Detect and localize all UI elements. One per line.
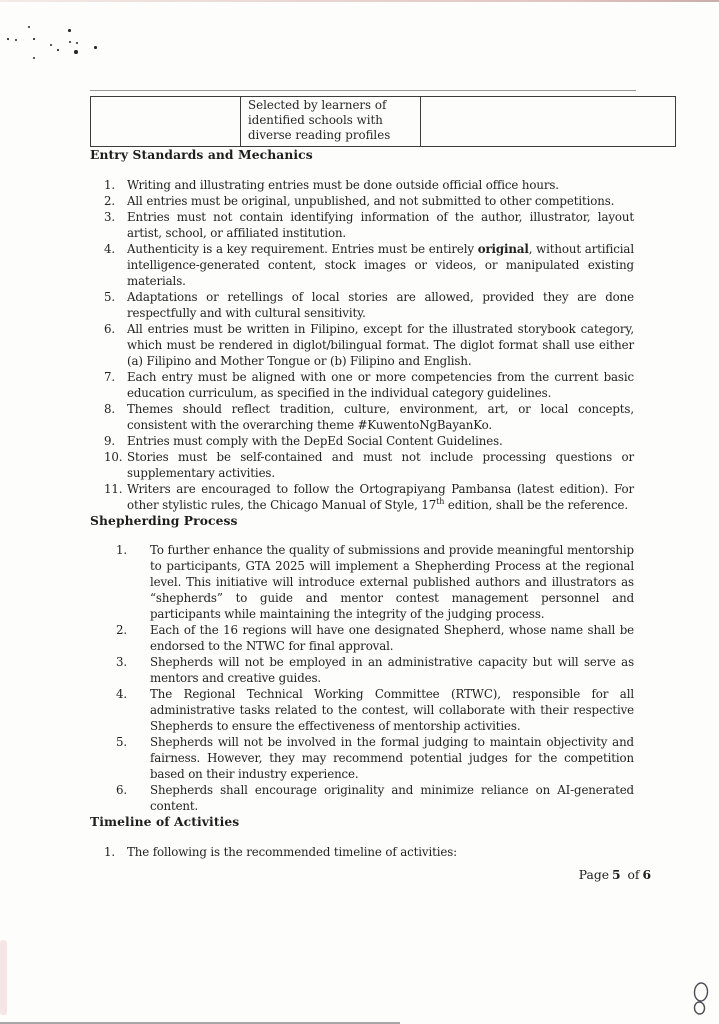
criteria-table-fragment [90, 96, 676, 147]
list-item-text: All entries must be written in Filipino, except for the illustrated storybook category, which must be rendered in diglot/bilingual format. The diglot format shall use either (a) Filipino and Mother Tongue or (b) Filipino and English. [127, 322, 634, 368]
list-item-text: Authenticity is a key requirement. Entries must be entirely original, without artificial intelligence-generated content, stock images or videos, or manipulated existing materials. [127, 242, 634, 288]
handwritten-page-number [688, 980, 716, 1020]
shepherding-process-list [90, 542, 634, 814]
list-item [90, 654, 634, 686]
footer-page-number: 5 [611, 867, 621, 882]
list-item-number: 5. [104, 290, 116, 304]
list-item [90, 844, 634, 860]
list-item-number: 1. [116, 543, 128, 557]
list-item-text: Each entry must be aligned with one or more competencies from the current basic education curriculum, as specified in the individual category guidelines. [127, 370, 634, 400]
list-item [90, 289, 634, 321]
list-item [90, 481, 634, 513]
list-item-text: To further enhance the quality of submissions and provide meaningful mentorship to participants, GTA 2025 will implement a Shepherding Process at the regional level. This initiative will introduce external published authors and illustrators as “shepherds” to guide and mentor contest management personnel and participants while maintaining the integrity of the judging process. [150, 543, 634, 621]
list-item [90, 401, 634, 433]
list-item-number: 2. [104, 194, 116, 208]
list-item [90, 369, 634, 401]
list-item-number: 9. [104, 434, 116, 448]
list-item-number: 11. [104, 482, 123, 496]
table-cell-left [91, 97, 241, 147]
footer-of-label: of [627, 868, 640, 882]
table-cell-right [421, 97, 676, 147]
list-item [90, 734, 634, 782]
list-item-number: 10. [104, 450, 123, 464]
section-heading-timeline: Timeline of Activities [90, 814, 240, 829]
list-item-number: 6. [116, 783, 128, 797]
section-entry-standards [90, 147, 634, 513]
list-item-text: Shepherds will not be involved in the formal judging to maintain objectivity and fairness. However, they may recommend potential judges for the competition based on their industry experience. [150, 735, 634, 781]
list-item-number: 8. [104, 402, 116, 416]
section-heading-entry-standards: Entry Standards and Mechanics [90, 147, 313, 162]
footer-total-pages: 6 [642, 867, 651, 882]
list-item-text: Themes should reflect tradition, culture, environment, art, or local concepts, consistent with the overarching theme #KuwentoNgBayanKo. [127, 402, 634, 432]
list-item [90, 686, 634, 734]
handwritten-eight-glyph [688, 980, 716, 1020]
table-cell-criteria: Selected by learners of identified schools with diverse reading profiles [241, 97, 421, 147]
list-item-number: 5. [116, 735, 128, 749]
list-item [90, 241, 634, 289]
table-row [91, 97, 676, 147]
section-heading-shepherding: Shepherding Process [90, 513, 238, 528]
list-item [90, 209, 634, 241]
list-item-text: Shepherds shall encourage originality and minimize reliance on AI-generated content. [150, 783, 634, 813]
timeline-list [90, 844, 634, 860]
scan-artifact-smudge [0, 940, 7, 1015]
list-item-text: The following is the recommended timeline of activities: [127, 845, 458, 859]
footer-page-label: Page [578, 868, 609, 882]
list-item-number: 7. [104, 370, 116, 384]
list-item-text: Stories must be self-contained and must not include processing questions or supplementary activities. [127, 450, 634, 480]
table-fragment-top-rule [90, 90, 636, 91]
list-item [90, 542, 634, 622]
list-item-text: Writing and illustrating entries must be done outside official office hours. [127, 178, 559, 192]
entry-standards-list [90, 177, 634, 513]
list-item-text: Shepherds will not be employed in an administrative capacity but will serve as mentors and creative guides. [150, 655, 634, 685]
list-item-number: 2. [116, 623, 128, 637]
list-item [90, 449, 634, 481]
list-item-number: 1. [104, 178, 116, 192]
list-item [90, 433, 634, 449]
list-item-number: 4. [104, 242, 116, 256]
list-item-text: Adaptations or retellings of local stories are allowed, provided they are done respectfully and with cultural sensitivity. [127, 290, 634, 320]
page-footer [90, 867, 651, 882]
list-item-text: Writers are encouraged to follow the Ortograpiyang Pambansa (latest edition). For other stylistic rules, the Chicago Manual of Style, 17th edition, shall be the reference. [127, 482, 634, 512]
page-content [90, 0, 651, 882]
list-item-number: 1. [104, 845, 116, 859]
section-timeline [90, 814, 634, 860]
list-item [90, 782, 634, 814]
list-item-text: Each of the 16 regions will have one designated Shepherd, whose name shall be endorsed to the NTWC for final approval. [150, 623, 634, 653]
list-item-number: 3. [116, 655, 128, 669]
list-item-text: Entries must not contain identifying information of the author, illustrator, layout artist, school, or affiliated institution. [127, 210, 634, 240]
list-item [90, 177, 634, 193]
list-item-text: Entries must comply with the DepEd Social Content Guidelines. [127, 434, 503, 448]
list-item [90, 321, 634, 369]
list-item-text: The Regional Technical Working Committee (RTWC), responsible for all administrative tasks related to the contest, will collaborate with their respective Shepherds to ensure the effectiveness of mentorship activities. [150, 687, 634, 733]
list-item [90, 193, 634, 209]
list-item-text: All entries must be original, unpublished, and not submitted to other competitions. [127, 194, 615, 208]
list-item-number: 4. [116, 687, 128, 701]
section-shepherding-process [90, 513, 634, 814]
list-item-number: 6. [104, 322, 116, 336]
list-item-number: 3. [104, 210, 116, 224]
list-item [90, 622, 634, 654]
